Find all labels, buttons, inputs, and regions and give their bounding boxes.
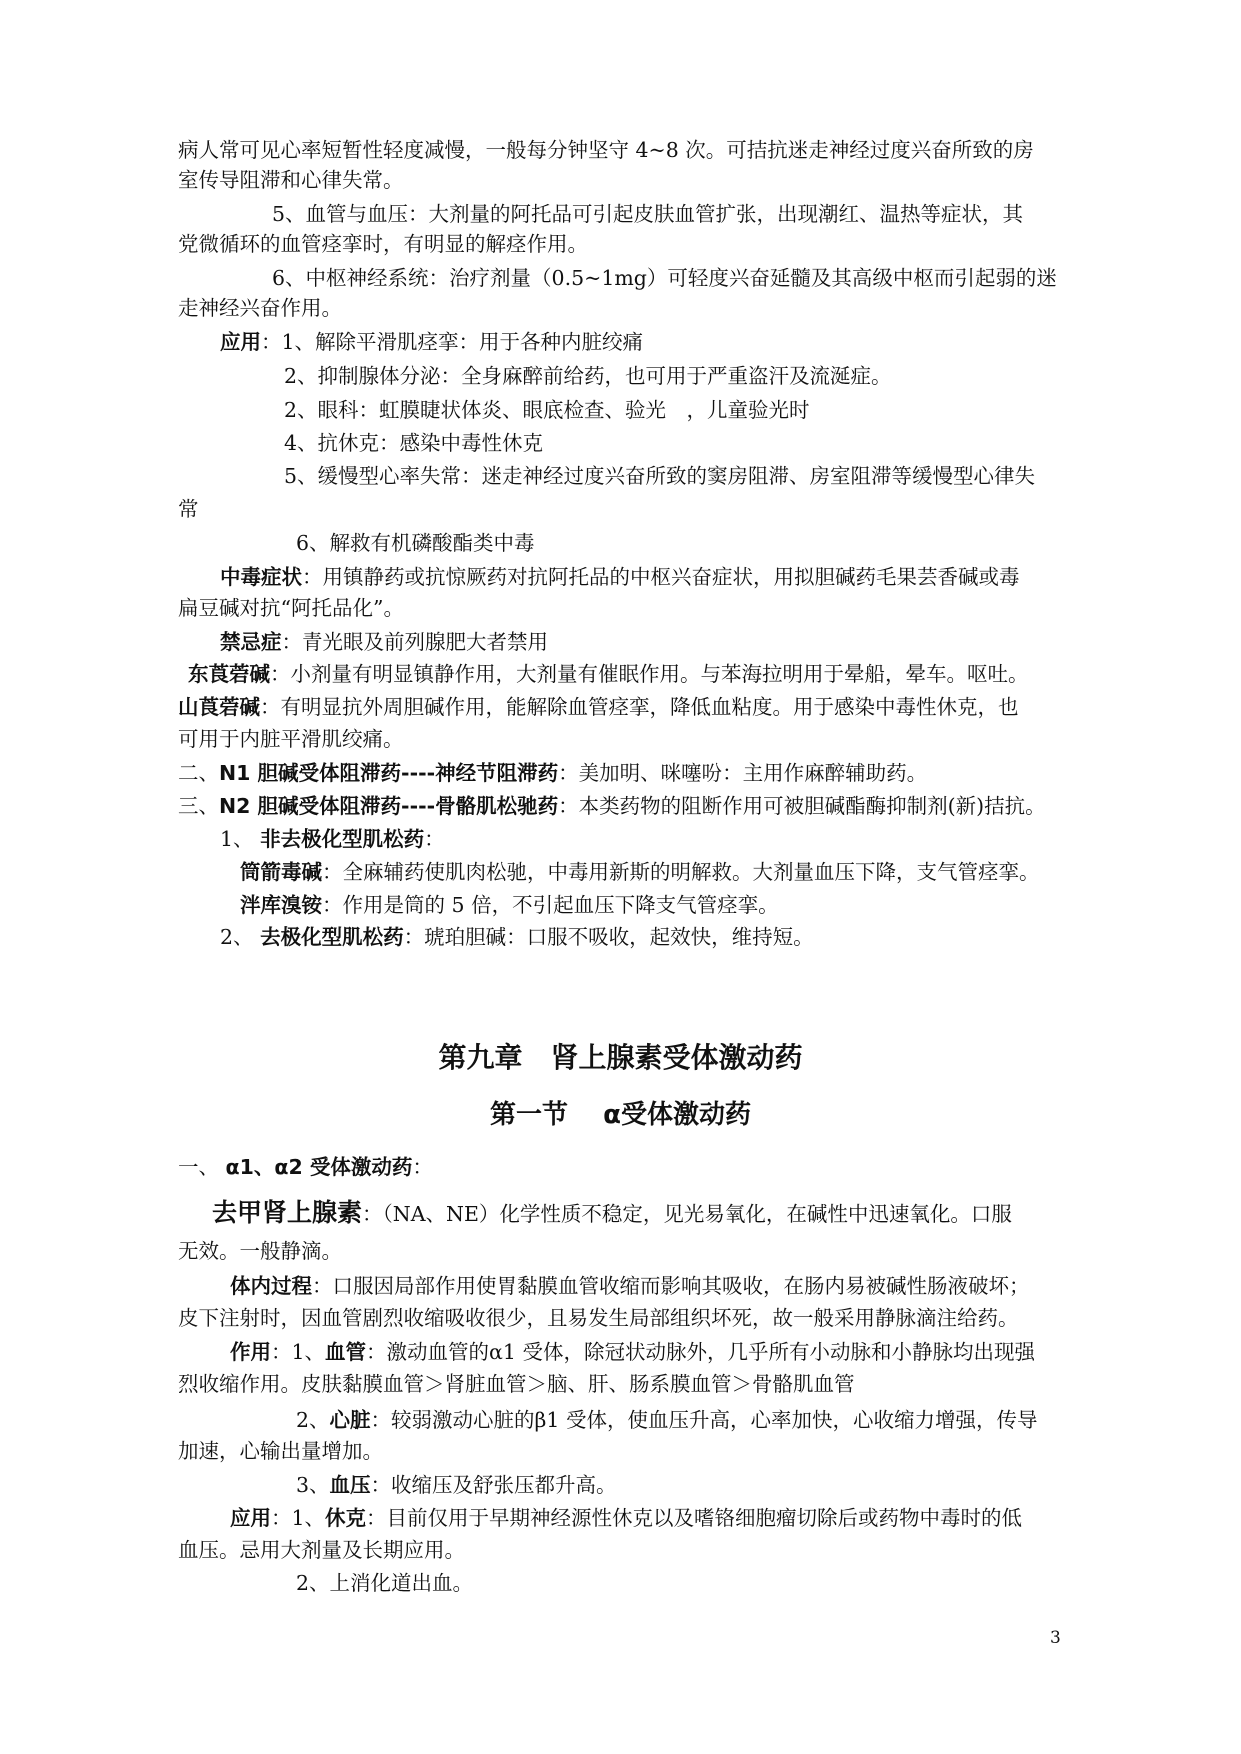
term-label: 血管 <box>325 1340 367 1364</box>
term-label: 应用 <box>230 1506 271 1530</box>
text-line: 2、上消化道出血。 <box>296 1571 474 1595</box>
text-line: 烈收缩作用。皮肤黏膜血管＞肾脏血管＞脑、肝、肠系膜血管＞骨骼肌血管 <box>178 1372 855 1396</box>
term-label: N1 胆碱受体阻滞药----神经节阻滞药 <box>219 761 559 785</box>
text-line: 体内过程：口服因局部作用使胃黏膜血管收缩而影响其吸收，在肠内易被碱性肠液破坏； <box>230 1274 1030 1298</box>
text-line: 2、 去极化型肌松药：琥珀胆碱：口服不吸收，起效快，维持短。 <box>220 925 814 949</box>
text-line: 加速，心输出量增加。 <box>178 1439 383 1463</box>
term-label: α1、α2 受体激动药 <box>225 1155 413 1179</box>
text-line: 去甲肾上腺素：（NA、NE）化学性质不稳定，见光易氧化，在碱性中迅速氧化。口服 <box>212 1198 1012 1227</box>
page-number: 3 <box>1050 1628 1061 1648</box>
term-label: 作用 <box>230 1340 271 1364</box>
term-label: N2 胆碱受体阻滞药----骨骼肌松驰药 <box>219 794 559 818</box>
drug-name: 去甲肾上腺素 <box>212 1198 363 1227</box>
text-line: 1、 非去极化型肌松药： <box>220 827 445 851</box>
text-line: 2、眼科：虹膜睫状体炎、眼底检查、验光 ，儿童验光时 <box>284 398 810 422</box>
text-line: 东莨菪碱：小剂量有明显镇静作用，大剂量有催眠作用。与苯海拉明用于晕船，晕车。呕吐。 <box>188 662 1029 686</box>
text-line: 4、抗休克：感染中毒性休克 <box>284 431 544 455</box>
section-title: 第一节 α受体激动药 <box>490 1100 751 1130</box>
text-line: 一、 α1、α2 受体激动药： <box>178 1155 433 1179</box>
text-line: 走神经兴奋作用。 <box>178 296 342 320</box>
term-label: 应用 <box>220 330 261 354</box>
text-line: 扁豆碱对抗“阿托品化”。 <box>178 596 404 620</box>
term-label: 血压 <box>329 1473 371 1497</box>
term-label: 休克 <box>325 1506 367 1530</box>
text-line: 中毒症状：用镇静药或抗惊厥药对抗阿托品的中枢兴奋症状，用拟胆碱药毛果芸香碱或毒 <box>220 565 1020 589</box>
text-line: 3、血压：收缩压及舒张压都升高。 <box>296 1473 617 1497</box>
text-line: 5、缓慢型心率失常：迷走神经过度兴奋所致的窦房阻滞、房室阻滞等缓慢型心律失 <box>284 464 1036 488</box>
chapter-title: 第九章 肾上腺素受体激动药 <box>438 1041 803 1074</box>
text-line: 5、血管与血压：大剂量的阿托品可引起皮肤血管扩张，出现潮红、温热等症状，其 <box>272 202 1024 226</box>
text-line: 2、抑制腺体分泌：全身麻醉前给药，也可用于严重盗汗及流涎症。 <box>284 364 892 388</box>
term-label: 禁忌症 <box>220 630 282 654</box>
text-line: 6、解救有机磷酸酯类中毒 <box>296 531 535 555</box>
term-label: 筒箭毒碱 <box>240 860 322 884</box>
text-line: 二、N1 胆碱受体阻滞药----神经节阻滞药：美加明、咪噻吩：主用作麻醉辅助药。 <box>178 761 928 785</box>
term-label: 东莨菪碱 <box>188 662 270 686</box>
text-line: 党微循环的血管痉挛时，有明显的解痉作用。 <box>178 232 588 256</box>
text-line: 应用：1、休克：目前仅用于早期神经源性休克以及嗜铬细胞瘤切除后或药物中毒时的低 <box>230 1506 1023 1530</box>
text-line: 应用：1、解除平滑肌痉挛：用于各种内脏绞痛 <box>220 330 644 354</box>
text-line: 泮库溴铵：作用是筒的 5 倍，不引起血压下降支气管痉挛。 <box>240 893 779 917</box>
text-line: 2、心脏：较弱激动心脏的β1 受体，使血压升高，心率加快，心收缩力增强，传导 <box>296 1408 1038 1432</box>
text-line: 常 <box>178 497 199 521</box>
text-line: 可用于内脏平滑肌绞痛。 <box>178 727 404 751</box>
text-line: 病人常可见心率短暂性轻度减慢，一般每分钟坚守 4~8 次。可拮抗迷走神经过度兴奋所致的房 <box>178 138 1034 162</box>
term-label: 去极化型肌松药 <box>260 925 404 949</box>
text-line: 三、N2 胆碱受体阻滞药----骨骼肌松驰药：本类药物的阻断作用可被胆碱酯酶抑制剂(新)拮抗。 <box>178 794 1046 818</box>
text-line: 皮下注射时，因血管剧烈收缩吸收很少，且易发生局部组织坏死，故一般采用静脉滴注给药。 <box>178 1306 1019 1330</box>
text-line: 山莨菪碱：有明显抗外周胆碱作用，能解除血管痉挛，降低血粘度。用于感染中毒性休克，也 <box>178 695 1019 719</box>
term-label: 山莨菪碱 <box>178 695 260 719</box>
term-label: 中毒症状 <box>220 565 302 589</box>
text-line: 6、中枢神经系统：治疗剂量（0.5~1mg）可轻度兴奋延髓及其高级中枢而引起弱的迷 <box>272 266 1057 290</box>
text-line: 无效。一般静滴。 <box>178 1239 342 1263</box>
text-line: 禁忌症：青光眼及前列腺肥大者禁用 <box>220 630 548 654</box>
term-label: 心脏 <box>329 1408 371 1432</box>
text-line: 血压。忌用大剂量及长期应用。 <box>178 1538 465 1562</box>
text-line: 作用：1、血管：激动血管的α1 受体，除冠状动脉外，几乎所有小动脉和小静脉均出现强 <box>230 1340 1035 1364</box>
text-line: 室传导阻滞和心律失常。 <box>178 168 404 192</box>
term-label: 体内过程 <box>230 1274 312 1298</box>
term-label: 泮库溴铵 <box>240 893 322 917</box>
text-line: 筒箭毒碱：全麻辅药使肌肉松驰，中毒用新斯的明解救。大剂量血压下降，支气管痉挛。 <box>240 860 1040 884</box>
term-label: 非去极化型肌松药 <box>260 827 425 851</box>
